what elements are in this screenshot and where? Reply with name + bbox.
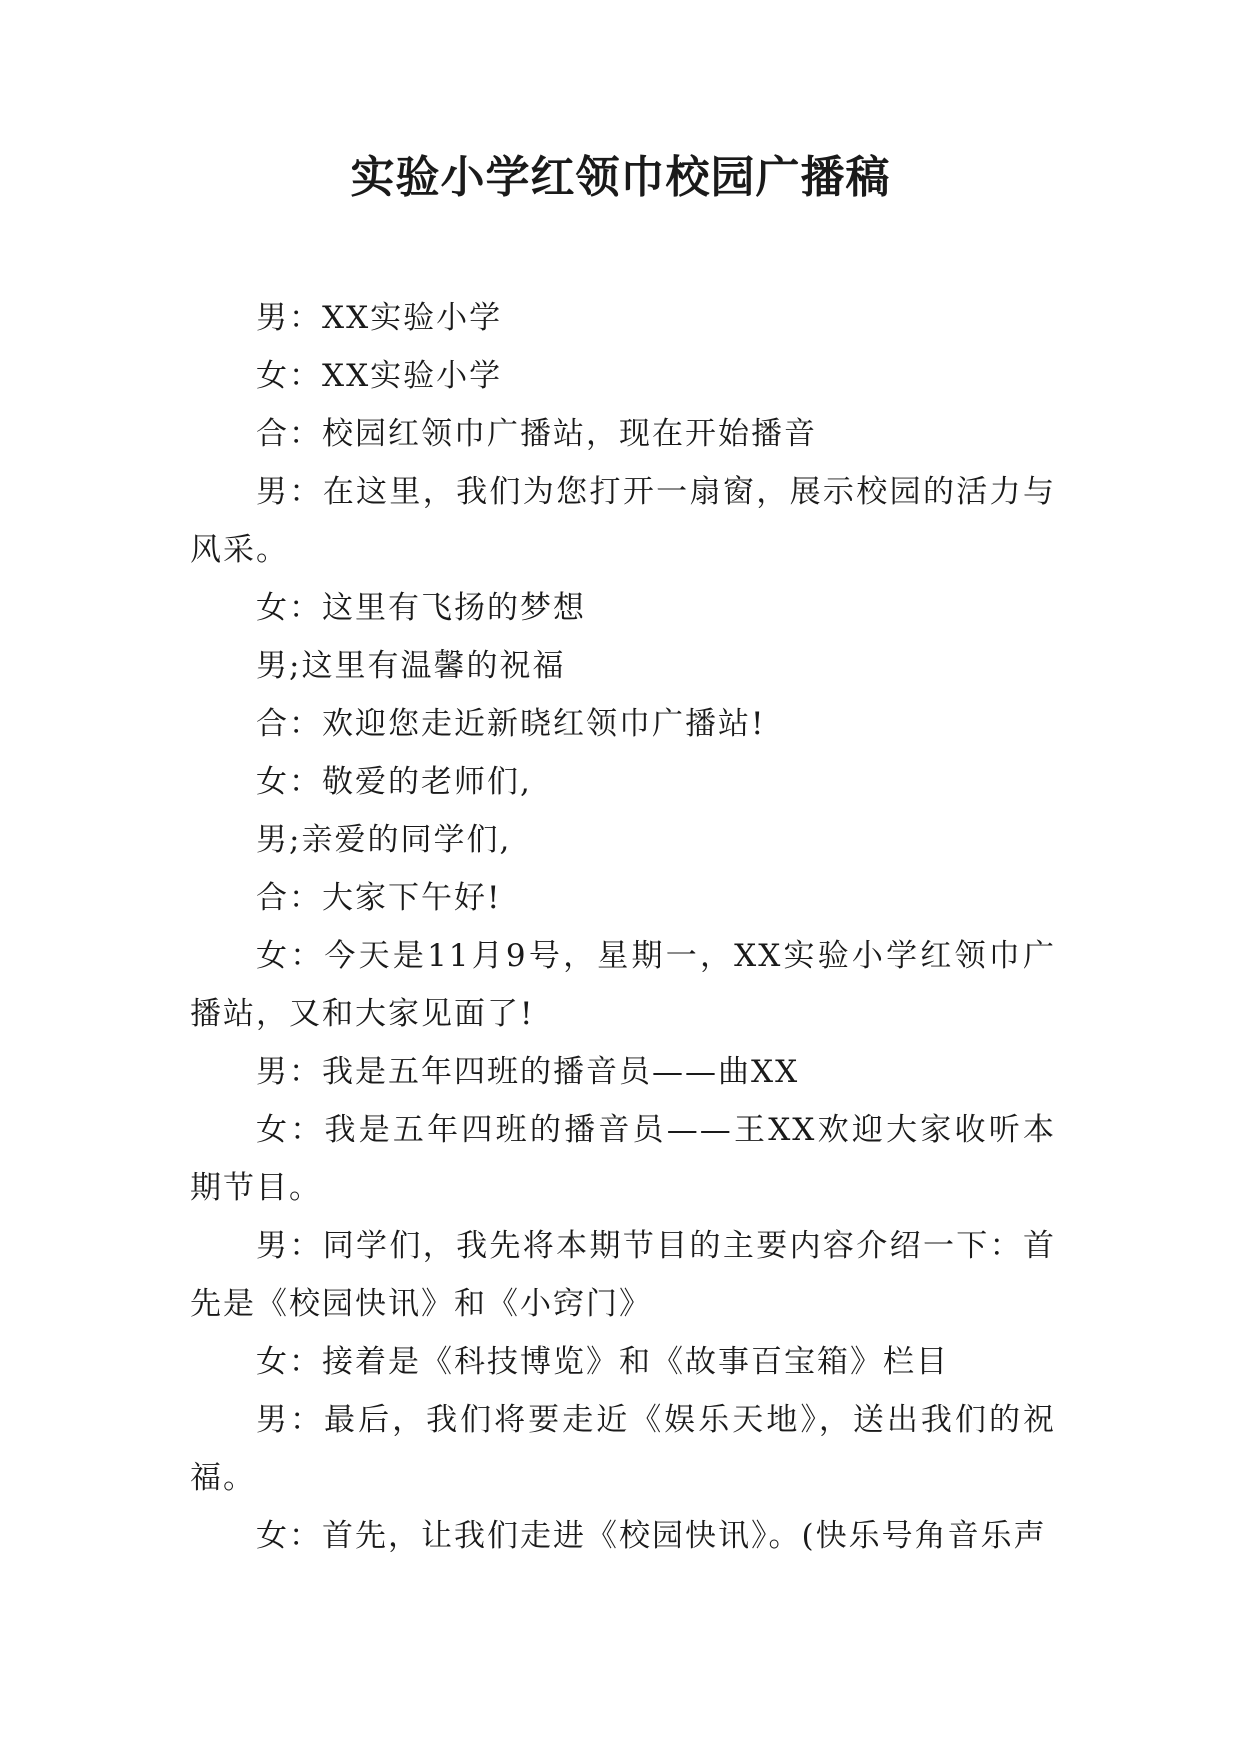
paragraph: 男：同学们，我先将本期节目的主要内容介绍一下：首先是《校园快讯》和《小窍门》 [190,1228,1056,1322]
paragraph: 女：敬爱的老师们, [256,764,532,800]
paragraph: 女：今天是11月9号，星期一，XX实验小学红领巾广播站，又和大家见面了! [190,938,1056,1032]
paragraph: 女：首先，让我们走进《校园快讯》。(快乐号角音乐声 [256,1518,1047,1554]
paragraph: 女：XX实验小学 [256,358,503,394]
paragraph: 合：大家下午好! [256,880,502,916]
paragraph: 女：我是五年四班的播音员——王XX欢迎大家收听本期节目。 [190,1112,1056,1206]
paragraph: 男：最后，我们将要走近《娱乐天地》，送出我们的祝福。 [190,1402,1056,1496]
document-body [190,289,1056,1565]
paragraph: 女：接着是《科技博览》和《故事百宝箱》栏目 [256,1344,949,1380]
document-title: 实验小学红领巾校园广播稿 [350,152,891,203]
paragraph: 男;亲爱的同学们, [256,822,512,858]
paragraph: 女：这里有飞扬的梦想 [256,590,586,626]
paragraph: 男：我是五年四班的播音员——曲XX [256,1054,800,1090]
paragraph: 合：校园红领巾广播站，现在开始播音 [256,416,817,452]
paragraph: 男：XX实验小学 [256,300,503,336]
paragraph: 男;这里有温馨的祝福 [256,648,566,684]
paragraph: 合：欢迎您走近新晓红领巾广播站! [256,706,766,742]
paragraph: 男：在这里，我们为您打开一扇窗，展示校园的活力与风采。 [190,474,1056,568]
